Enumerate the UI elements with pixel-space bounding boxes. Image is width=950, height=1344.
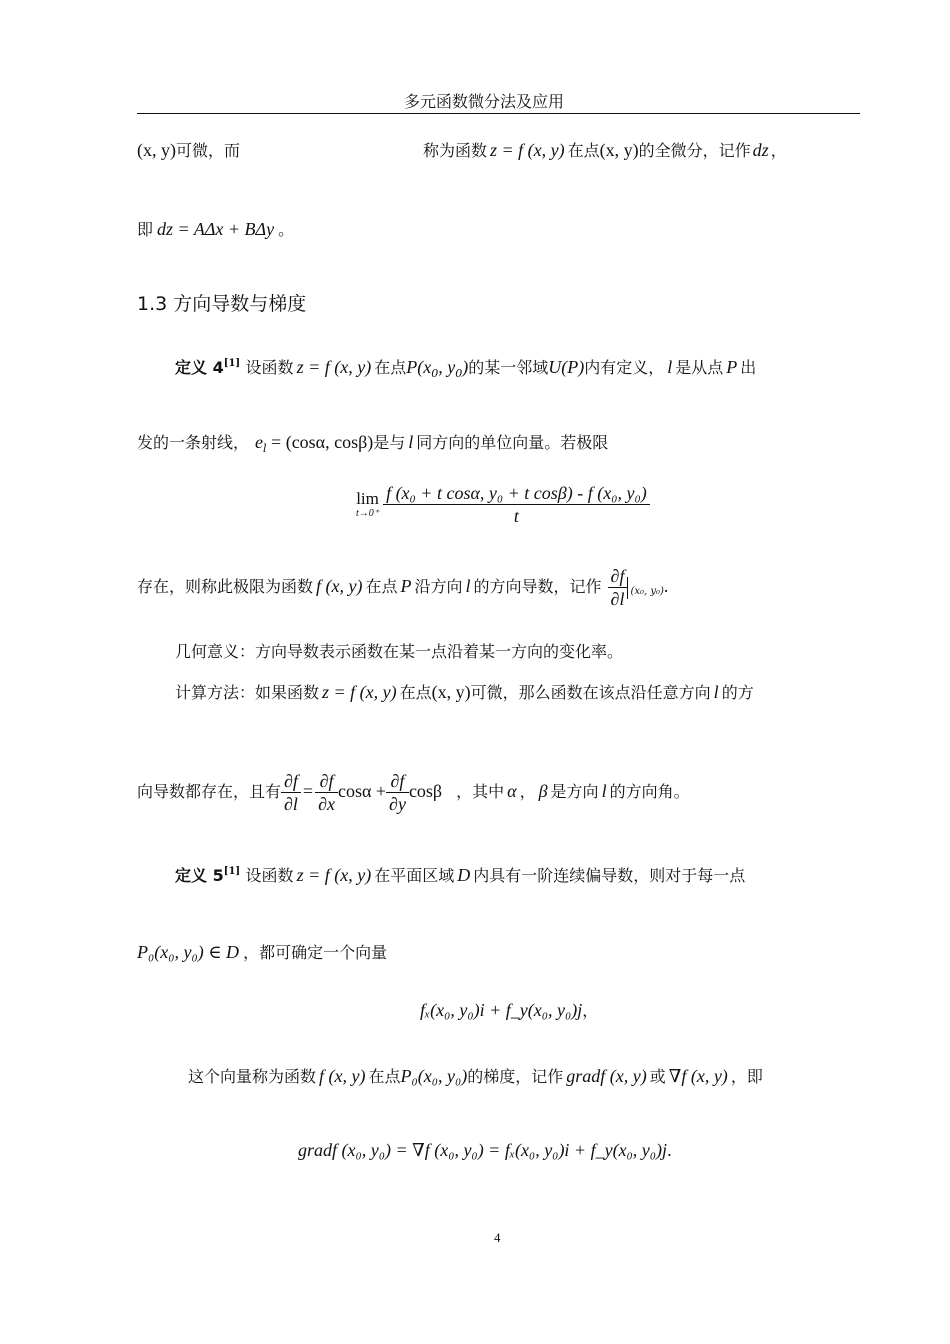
paragraph-total-differential-right xyxy=(423,138,787,163)
fraction-numerator: ∂f xyxy=(608,565,628,588)
math-unit-vector-value: = (cosα, cosβ) xyxy=(266,432,374,452)
math-point: (x, y) xyxy=(137,140,176,160)
text: 沿方向 xyxy=(414,577,463,596)
text: 内具有一阶连续偏导数，则对于每一点 xyxy=(473,866,746,885)
definition-4-line2 xyxy=(137,430,608,461)
math-domain: D xyxy=(457,865,471,885)
gradient-equation xyxy=(298,1138,672,1163)
math-l: l xyxy=(408,432,414,452)
text: 在点 xyxy=(365,577,398,596)
text: 存在，则称此极限为函数 xyxy=(137,577,314,596)
text: 在点 xyxy=(374,358,407,377)
paragraph-dz-formula xyxy=(137,217,294,242)
math-unit-vector: e xyxy=(255,432,264,452)
fraction-denominator: ∂y xyxy=(389,794,406,814)
calculation-method-line1 xyxy=(175,680,754,705)
gradient-definition xyxy=(188,1064,763,1089)
text: ，都可确定一个向量 xyxy=(243,943,388,962)
fraction-df-dy xyxy=(386,770,409,815)
math-gradient-vector: fₓ(x₀, y₀)i + f_y(x₀, y₀)j xyxy=(420,1000,583,1020)
math-function: z = f (x, y) xyxy=(296,865,372,885)
math-neighborhood: U(P) xyxy=(548,357,585,377)
text: 这个向量称为函数 xyxy=(188,1067,317,1086)
text: ， xyxy=(770,141,787,160)
math-point: , y xyxy=(438,357,456,377)
page-number: 4 xyxy=(494,1230,501,1245)
running-header: 多元函数微分法及应用 xyxy=(404,92,565,111)
header-rule xyxy=(137,113,860,114)
math-point-name: P xyxy=(400,576,412,596)
text: 的全微分，记作 xyxy=(638,141,751,160)
definition-5-line2 xyxy=(137,940,387,965)
fraction-numerator: ∂f xyxy=(315,770,338,793)
math-alpha: α xyxy=(507,781,517,801)
text: 设函数 xyxy=(245,358,294,377)
calculation-method-line2 xyxy=(137,770,690,815)
text: 是方向 xyxy=(550,782,599,801)
fraction-df-dx xyxy=(315,770,338,815)
limit-numerator: f (x₀ + t cosα, y₀ + t cosβ) - f (x₀, y₀) xyxy=(383,482,650,505)
math-point: P₀(x₀, y₀) xyxy=(400,1066,468,1086)
text: 是与 xyxy=(373,433,406,452)
text: . xyxy=(667,1140,672,1160)
text: 设函数 xyxy=(245,866,294,885)
paragraph-total-differential xyxy=(137,138,240,163)
text: 向导数都存在，且有 xyxy=(137,782,282,801)
math-point-in-domain: P₀(x₀, y₀) ∈ D xyxy=(137,942,240,962)
lim-label: lim xyxy=(356,488,379,508)
text: ，即 xyxy=(730,1067,763,1086)
text: 的梯度，记作 xyxy=(467,1067,564,1086)
math-function: z = f (x, y) xyxy=(490,140,565,160)
definition-5-line1 xyxy=(175,860,745,888)
text: ， xyxy=(519,782,536,801)
limit-fraction xyxy=(383,482,650,527)
text: 的某一邻域 xyxy=(468,358,549,377)
text: 计算方法：如果函数 xyxy=(175,683,320,702)
text: 的方向角。 xyxy=(609,782,690,801)
definition-4-line3 xyxy=(137,565,668,610)
geometric-meaning: 几何意义：方向导数表示函数在某一点沿着某一方向的变化率。 xyxy=(175,642,624,661)
math-function: f (x, y) xyxy=(319,1066,366,1086)
fraction-numerator: ∂f xyxy=(281,770,301,793)
text: 内有定义， xyxy=(584,358,665,377)
math-point: (x, y) xyxy=(599,140,639,160)
math-dz-formula: dz = AΔx + BΔy xyxy=(157,219,275,239)
math-gradient-equation: gradf (x₀, y₀) = ∇f (x₀, y₀) = fₓ(x₀, y₀)i + f_y(x₀, y₀)j xyxy=(298,1140,668,1160)
math-point: (x xyxy=(417,357,432,377)
text: 发的一条射线， xyxy=(137,433,250,452)
text: 在点 xyxy=(399,683,432,702)
gradient-vector-expression xyxy=(420,998,598,1023)
text: 即 xyxy=(137,220,154,239)
lim-condition: t→0⁺ xyxy=(356,507,380,519)
fraction-denominator: ∂x xyxy=(318,794,335,814)
math-function: z = f (x, y) xyxy=(322,682,397,702)
math-subscript: l xyxy=(263,442,267,455)
text: 在点 xyxy=(368,1067,401,1086)
math-cos-alpha: cosα + xyxy=(337,781,387,801)
text: 出 xyxy=(740,358,757,377)
text: 。 xyxy=(278,220,295,239)
citation: [1] xyxy=(223,866,241,877)
math-dz: dz xyxy=(752,140,769,160)
limit-expression xyxy=(356,482,650,527)
limit-denominator: t xyxy=(513,506,519,526)
definition-label: 定义 4 xyxy=(175,358,224,377)
math-l: l xyxy=(465,576,471,596)
math-l: l xyxy=(601,781,607,801)
fraction-denominator: ∂l xyxy=(284,794,298,814)
section-heading: 1.3 方向导数与梯度 xyxy=(137,293,307,315)
text: 是从点 xyxy=(675,358,724,377)
math-beta: β xyxy=(538,781,548,801)
text: . xyxy=(663,576,669,596)
math-grad: gradf (x, y) xyxy=(566,1066,647,1086)
math-point: ) xyxy=(462,357,469,377)
math-l: l xyxy=(667,357,673,377)
definition-label: 定义 5 xyxy=(175,866,224,885)
math-point-name: P xyxy=(726,357,738,377)
math-nabla: ∇f (x, y) xyxy=(668,1066,728,1086)
text: 在点 xyxy=(567,141,600,160)
text: 的方向导数，记作 xyxy=(473,577,602,596)
limit-operator xyxy=(356,490,379,520)
definition-4-line1: 定义 4[1] 设函数 z = f (x, y) 在点$P(x_0$, $y_0$)的某一邻域U(P)内有定义， l 是从点 P 出 xyxy=(175,357,757,380)
text: 的方 xyxy=(721,683,754,702)
citation: [1] xyxy=(223,358,241,369)
text: 可微，而 xyxy=(176,141,241,160)
math-function: z = f (x, y) xyxy=(296,357,372,377)
math-function: f (x, y) xyxy=(316,576,363,596)
text: 同方向的单位向量。若极限 xyxy=(416,433,609,452)
math-point-name: P xyxy=(406,357,418,377)
math-point: (x, y) xyxy=(431,682,471,702)
text: ， xyxy=(582,1001,599,1020)
math-cos-beta: cosβ xyxy=(408,781,443,801)
fraction-df-dl xyxy=(281,770,301,815)
directional-derivative-notation xyxy=(608,565,628,610)
text: 或 xyxy=(649,1067,666,1086)
text: 可微，那么函数在该点沿任意方向 xyxy=(470,683,711,702)
text: 在平面区域 xyxy=(374,866,455,885)
text: 称为函数 xyxy=(423,141,488,160)
math-equals: = xyxy=(302,781,314,801)
fraction-numerator: ∂f xyxy=(386,770,409,793)
fraction-denominator: ∂l xyxy=(610,589,625,609)
text: ，其中 xyxy=(456,782,505,801)
evaluation-point: (x₀, y₀) xyxy=(627,577,663,599)
math-l: l xyxy=(713,682,719,702)
